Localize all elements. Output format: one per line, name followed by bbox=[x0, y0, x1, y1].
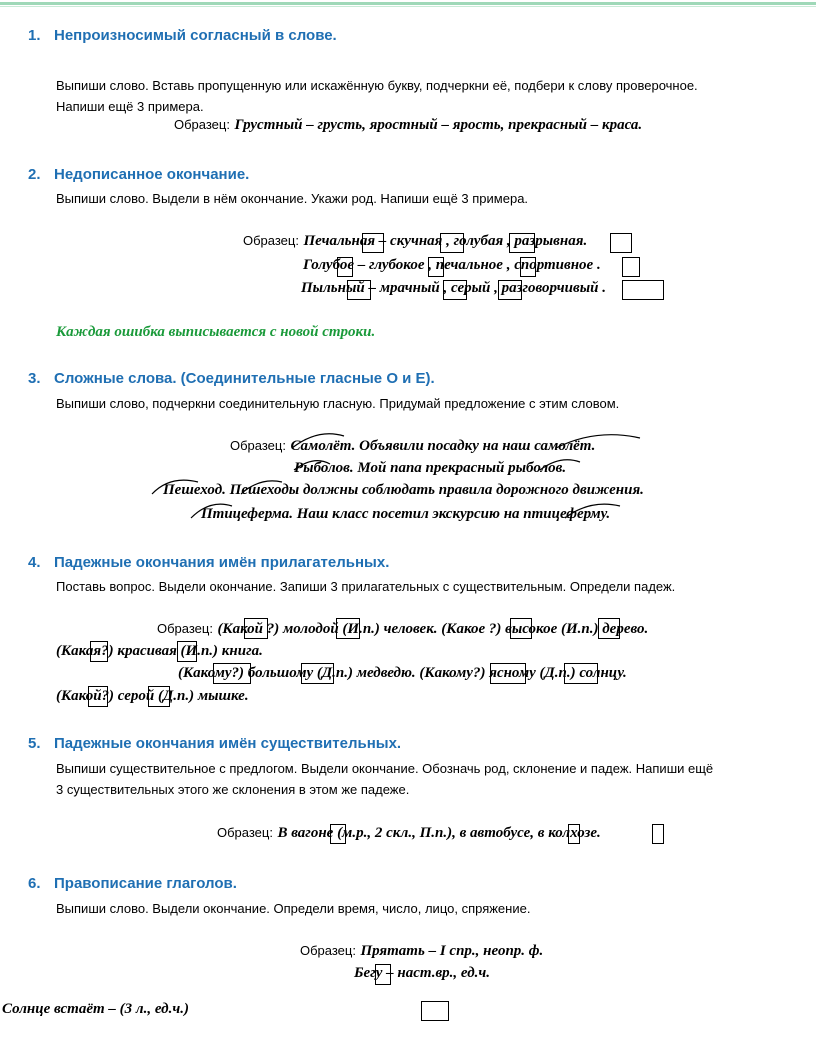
sample-text: Печальная – скучная , голубая , разрывная. bbox=[303, 233, 588, 249]
ending-box bbox=[330, 824, 346, 844]
ending-box bbox=[148, 686, 170, 707]
section-2-sample-line-3: Пыльный – мрачный , серый , разговорчивый . bbox=[301, 280, 606, 296]
section-1-instruction-line-1: Выпиши слово. Вставь пропущенную или искажённую букву, подчеркни её, подбери к слову проверочное. bbox=[56, 78, 698, 93]
ending-box bbox=[213, 663, 251, 684]
section-number: 1. bbox=[28, 27, 41, 44]
ending-box bbox=[177, 641, 197, 662]
section-5-heading bbox=[28, 735, 401, 752]
root-arc bbox=[556, 435, 640, 448]
section-number: 5. bbox=[28, 735, 41, 752]
section-6-heading bbox=[28, 875, 237, 892]
sample-text: Грустный – грусть, яростный – ярость, прекрасный – краса. bbox=[234, 117, 643, 133]
section-title: Недописанное окончание. bbox=[54, 166, 250, 183]
section-6-extra-line: Солнце встаёт – (3 л., ед.ч.) bbox=[2, 1001, 189, 1017]
ending-box bbox=[568, 824, 580, 844]
section-5-instruction-line-1: Выпиши существительное с предлогом. Выдели окончание. Обозначь род, склонение и падеж. Напиши ещё bbox=[56, 761, 714, 776]
section-4-instruction: Поставь вопрос. Выдели окончание. Запиши 3 прилагательных с существительным. Определи падеж. bbox=[56, 579, 676, 594]
ending-box bbox=[490, 663, 526, 684]
section-title: Непроизносимый согласный в слове. bbox=[54, 27, 337, 44]
ending-box bbox=[652, 824, 664, 844]
ending-box bbox=[88, 686, 108, 707]
section-title: Падежные окончания имён существительных. bbox=[54, 735, 402, 752]
sample-label: Образец: bbox=[243, 233, 299, 248]
ending-box bbox=[90, 641, 108, 662]
section-4-heading bbox=[28, 554, 389, 571]
section-4-sample-line-2: (Какая?) красивая (И.п.) книга. bbox=[56, 643, 263, 659]
sample-label: Образец: bbox=[157, 621, 213, 636]
sample-label: Образец: bbox=[217, 825, 273, 840]
section-number: 3. bbox=[28, 370, 41, 387]
section-3-sample-line-4: Птицеферма. Наш класс посетил экскурсию на птицеферму. bbox=[201, 506, 611, 522]
section-2-sample-line-2: Голубое – глубокое , печальное , спортивное . bbox=[303, 257, 601, 273]
section-3-sample-line-2: Рыболов. Мой папа прекрасный рыболов. bbox=[294, 460, 567, 476]
section-4-sample-line-4: (Какой?) серой (Д.п.) мышке. bbox=[56, 688, 249, 704]
section-3-instruction: Выпиши слово, подчеркни соединительную гласную. Придумай предложение с этим словом. bbox=[56, 396, 620, 411]
ending-box bbox=[510, 618, 532, 639]
root-arc bbox=[565, 504, 620, 518]
sample-label: Образец: bbox=[300, 943, 356, 958]
sample-label: Образец: bbox=[174, 117, 230, 132]
root-arc bbox=[191, 504, 232, 518]
sample-text: В вагоне (м.р., 2 скл., П.п.), в автобусе, в колхозе. bbox=[277, 825, 601, 841]
section-4-sample-line-1 bbox=[157, 620, 648, 638]
ending-box bbox=[301, 663, 334, 684]
ending-box bbox=[598, 618, 620, 639]
section-2-note: Каждая ошибка выписывается с новой строки. bbox=[56, 324, 376, 340]
section-5-instruction-line-2: 3 существительных этого же склонения в этом же падеже. bbox=[56, 782, 410, 797]
sample-text: Самолёт. Объявили посадку на наш самолёт. bbox=[290, 438, 596, 454]
ending-box bbox=[244, 618, 268, 639]
section-3-sample-line-3: Пешеход. Пешеходы должны соблюдать правила дорожного движения. bbox=[163, 482, 644, 498]
section-6-instruction: Выпиши слово. Выдели окончание. Определи время, число, лицо, спряжение. bbox=[56, 901, 531, 916]
ending-box bbox=[375, 964, 391, 985]
empty-answer-box bbox=[421, 1001, 449, 1021]
section-number: 2. bbox=[28, 166, 41, 183]
sample-text: (Какой ?) молодой (И.п.) человек. (Какое ?) высокое (И.п.) дерево. bbox=[217, 621, 649, 637]
section-title: Сложные слова. (Соединительные гласные О и Е). bbox=[54, 370, 435, 387]
section-title: Правописание глаголов. bbox=[54, 875, 237, 892]
section-6-sample-line-2: Бегу – наст.вр., ед.ч. bbox=[354, 965, 491, 981]
section-title: Падежные окончания имён прилагательных. bbox=[54, 554, 390, 571]
root-arc bbox=[241, 481, 282, 494]
section-5-sample bbox=[217, 824, 601, 842]
ending-box bbox=[564, 663, 598, 684]
section-number: 4. bbox=[28, 554, 41, 571]
section-4-sample-line-3: (Какому?) большому (Д.п.) медведю. (Какому?) ясному (Д.п.) солнцу. bbox=[178, 665, 627, 681]
sample-text: Прятать – I спр., неопр. ф. bbox=[360, 943, 544, 959]
ending-box bbox=[336, 618, 360, 639]
sample-label: Образец: bbox=[230, 438, 286, 453]
root-arc bbox=[292, 434, 344, 448]
root-arc bbox=[540, 460, 580, 470]
section-6-sample-line-1 bbox=[300, 942, 543, 960]
section-number: 6. bbox=[28, 875, 41, 892]
section-1-instruction-line-2: Напиши ещё 3 примера. bbox=[56, 99, 204, 114]
root-arc bbox=[294, 461, 330, 470]
root-arc bbox=[152, 480, 198, 494]
section-2-instruction: Выпиши слово. Выдели в нём окончание. Укажи род. Напиши ещё 3 примера. bbox=[56, 191, 529, 206]
